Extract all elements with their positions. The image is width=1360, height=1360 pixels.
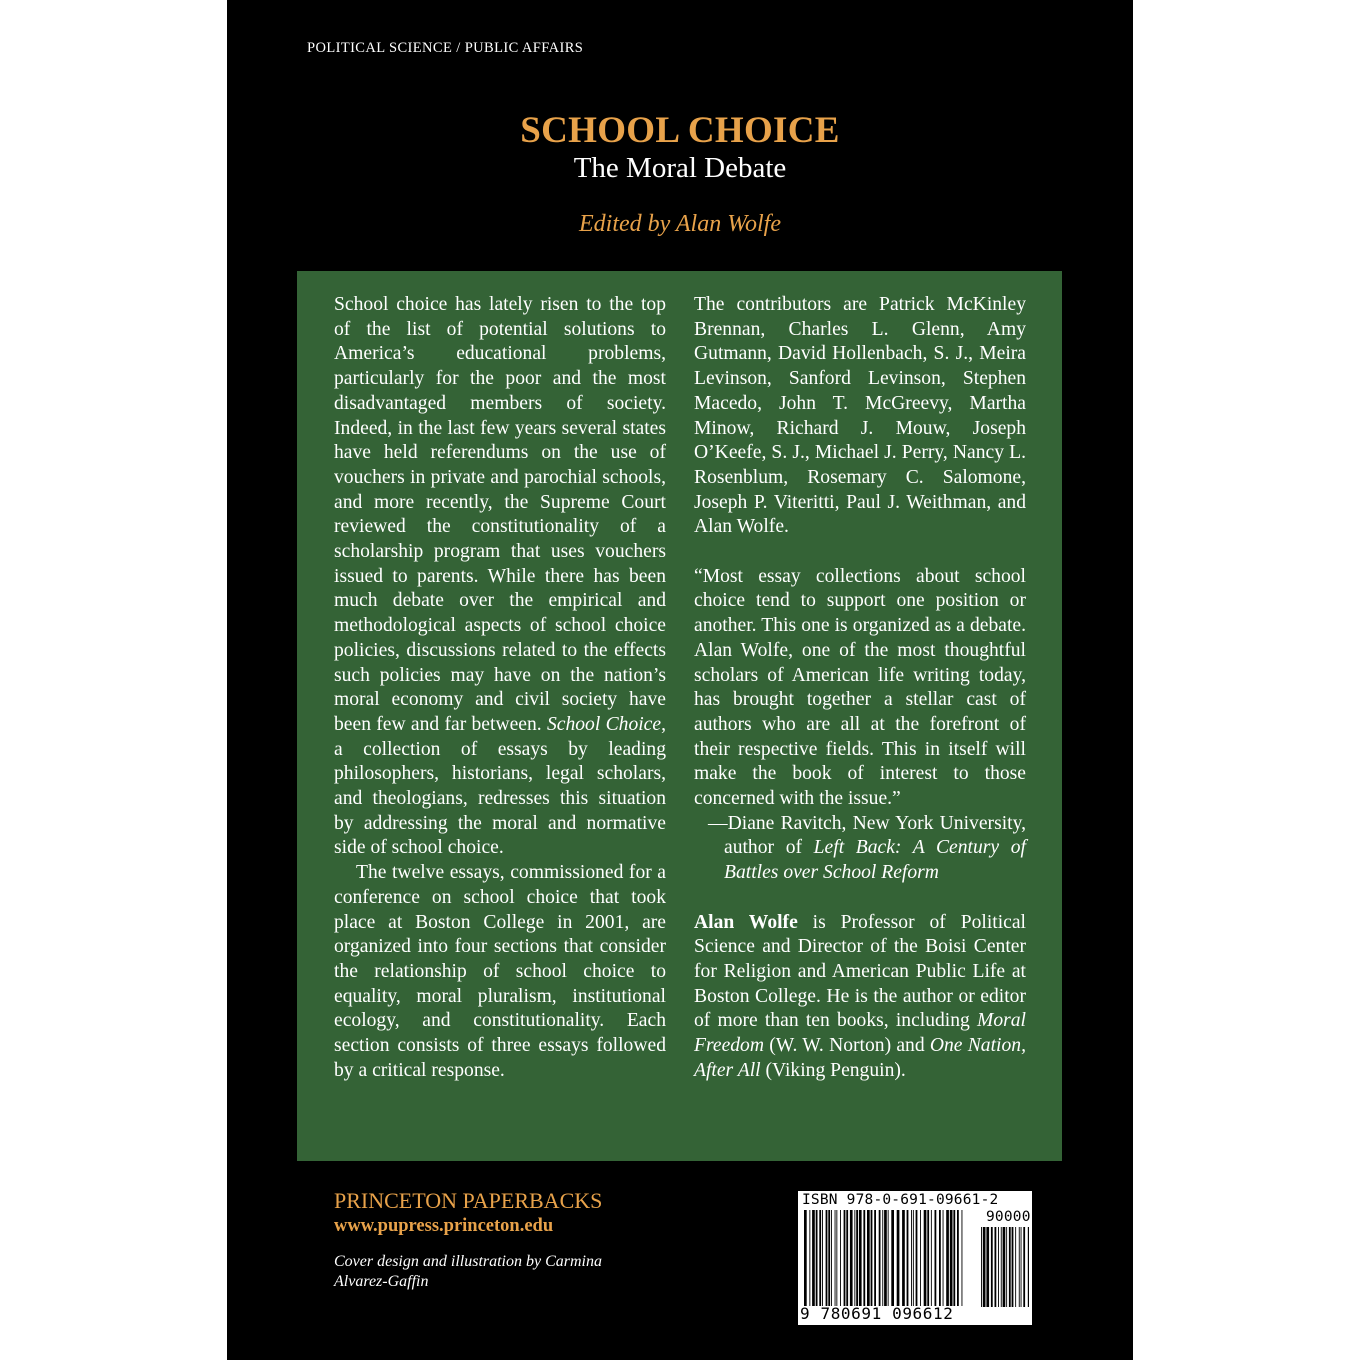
blurb-column-right	[694, 293, 1026, 1083]
endorsement-attribution: —Diane Ravitch, New York University, author of Left Back: A Century of Battles over School Reform	[708, 812, 1026, 884]
blurb-panel	[297, 271, 1062, 1161]
barcode-addon-bars-icon	[981, 1227, 1029, 1307]
author-name: Alan Wolfe	[694, 911, 798, 933]
barcode-bars-icon	[804, 1210, 964, 1306]
book-title: SCHOOL CHOICE	[520, 110, 840, 151]
imprint-name: PRINCETON PAPERBACKS	[334, 1188, 603, 1213]
cover-design-credit: Cover design and illustration by Carmina Alvarez-Gaffin	[334, 1253, 602, 1290]
book-subtitle: The Moral Debate	[573, 152, 787, 184]
book-title-italic: School Choice	[546, 713, 662, 735]
publisher-website: www.pupress.princeton.edu	[334, 1216, 554, 1236]
book-back-cover	[227, 0, 1133, 1360]
category-label: POLITICAL SCIENCE / PUBLIC AFFAIRS	[307, 40, 584, 56]
isbn-barcode	[798, 1191, 1032, 1325]
description-paragraph-2: The twelve essays, commissioned for a conference on school choice that took place at Boston College in 2001, are organized into four sections that consider the relationship of school choice to equality, moral pluralism, institutional ecology, and constitutionality. Each section consists of three essays followed by a critical response.	[334, 862, 666, 1081]
description-paragraph-1: School choice has lately risen to the top of the list of potential solutions to America’s educational problems, particularly for the poor and the most disadvantaged members of society. Indeed, in the last few years several states have held referendums on the use of vouchers in private and parochial schools, and more recently, the Supreme Court reviewed the constitutionality of a scholarship program that uses vouchers issued to parents. While there has been much debate over the empirical and methodological aspects of school choice policies, discussions related to the effects such policies may have on the nation’s moral economy and civil society have been few and far between. School Choice, a collection of essays by leading philosophers, historians, legal scholars, and theologians, redresses this situation by addressing the moral and normative side of school choice.	[334, 294, 666, 859]
blurb-column-left	[334, 293, 666, 1084]
contributors-paragraph: The contributors are Patrick McKinley Brennan, Charles L. Glenn, Amy Gutmann, David Hollenbach, S. J., Meira Levinson, Sanford Levinson, Stephen Macedo, John T. McGreevy, Martha Minow, Richard J. Mouw, Joseph O’Keefe, S. J., Michael J. Perry, Nancy L. Rosenblum, Rosemary C. Salomone, Joseph P. Viteritti, Paul J. Weithman, and Alan Wolfe.	[694, 294, 1026, 538]
editor-credit: Edited by Alan Wolfe	[579, 211, 781, 237]
price-code: 90000	[986, 1209, 1031, 1225]
endorsement-quote: “Most essay collections about school choice tend to support one position or another. This one is organized as a debate. Alan Wolfe, one of the most thoughtful scholars of American life writing today, has brought together a stellar cast of authors who are all at the forefront of their respective fields. This in itself will make the book of interest to those concerned with the issue.”	[694, 565, 1026, 810]
barcode-digits: 9 780691 096612	[800, 1304, 954, 1323]
publisher-footer	[334, 1188, 634, 1292]
isbn-number: ISBN 978-0-691-09661-2	[802, 1192, 999, 1208]
author-bio: Alan Wolfe is Professor of Political Science and Director of the Boisi Center for Religion and American Public Life at Boston College. He is the author or editor of more than ten books, including Moral Freedom (W. W. Norton) and One Nation, After All (Viking Penguin).	[694, 911, 1026, 1081]
